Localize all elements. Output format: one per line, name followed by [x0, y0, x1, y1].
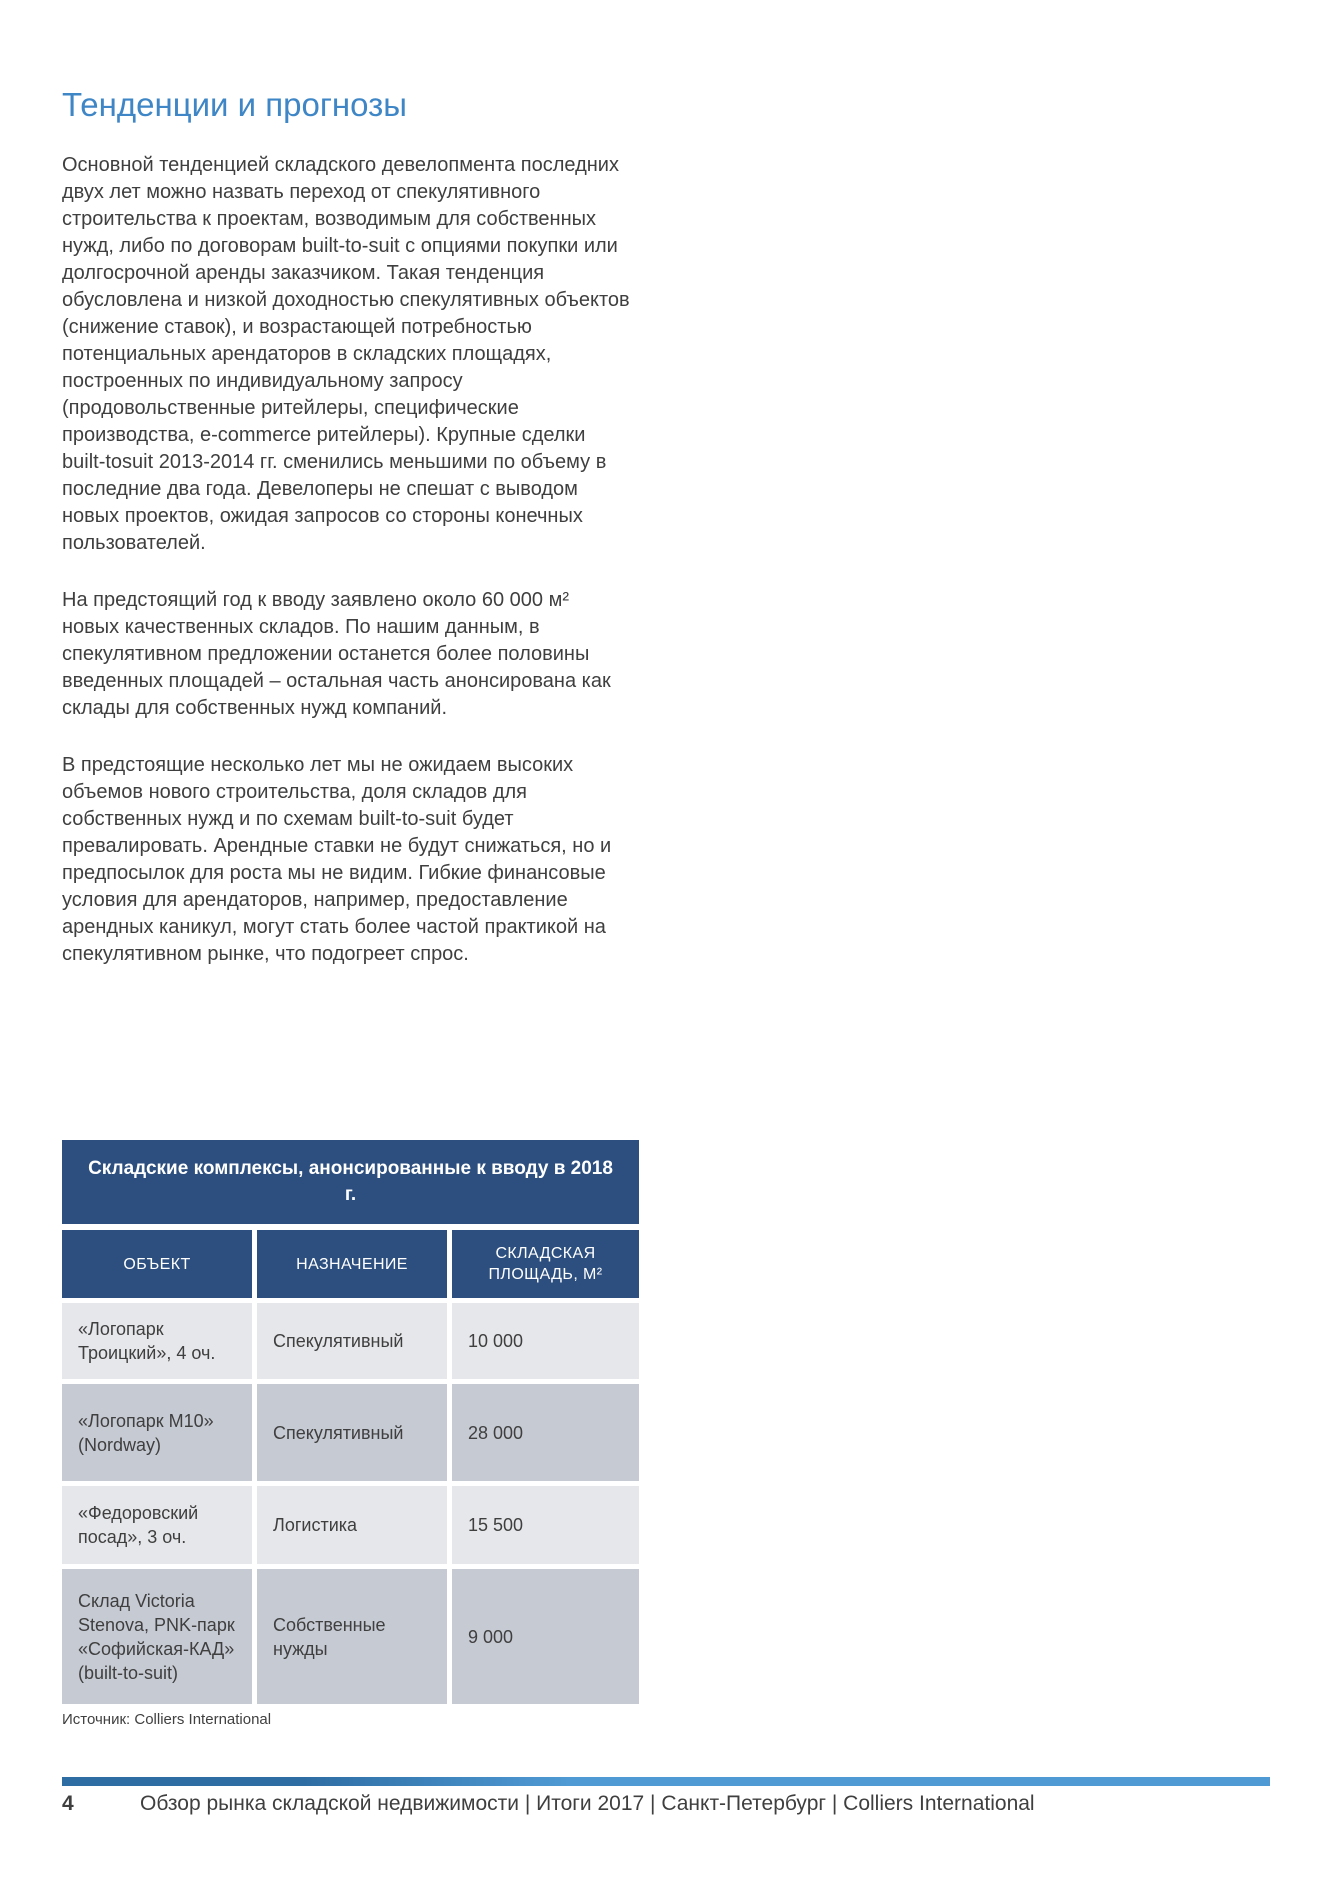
column-header-purpose: НАЗНАЧЕНИЕ	[257, 1230, 447, 1298]
announced-complexes-table	[62, 1140, 639, 1730]
cell-area: 9 000	[452, 1569, 639, 1704]
article-column	[62, 84, 630, 998]
table-row	[62, 1569, 639, 1704]
cell-purpose: Спекулятивный	[257, 1303, 447, 1379]
page-footer	[62, 1790, 1302, 1817]
source-note: Источник: Colliers International	[62, 1711, 272, 1728]
cell-object: «Федоровский посад», 3 оч.	[62, 1486, 252, 1564]
cell-area: 10 000	[452, 1303, 639, 1379]
footer-rule	[62, 1777, 1270, 1786]
page-title: Тенденции и прогнозы	[62, 86, 407, 123]
cell-purpose: Спекулятивный	[257, 1384, 447, 1481]
table-row	[62, 1303, 639, 1379]
column-header-object: ОБЪЕКТ	[62, 1230, 252, 1298]
article-paragraph: Основной тенденцией складского девелопмента последних двух лет можно назвать переход от спекулятивного строительства к проектам, возводимым для собственных нужд, либо по договорам built-to-suit с опциями покупки или долгосрочной аренды заказчиком. Такая тенденция обусловлена и низкой доходностью спекулятивных объектов (снижение ставок), и возрастающей потребностью потенциальных арендаторов в складских площадях, построенных по индивидуальному запросу (продовольственные ритейлеры, специфические производства, e-commerce ритейлеры). Крупные сделки built-tosuit 2013-2014 гг. сменились меньшими по объему в последние два года. Девелоперы не спешат с выводом новых проектов, ожидая запросов со стороны конечных пользователей.	[62, 154, 630, 554]
table-row	[62, 1384, 639, 1481]
table-header-row	[62, 1230, 639, 1298]
table-title: Складские комплексы, анонсированные к вводу в 2018 г.	[62, 1140, 639, 1224]
cell-area: 15 500	[452, 1486, 639, 1564]
column-header-area: СКЛАДСКАЯ ПЛОЩАДЬ, М²	[452, 1230, 639, 1298]
cell-purpose: Логистика	[257, 1486, 447, 1564]
cell-area: 28 000	[452, 1384, 639, 1481]
footer-text: Обзор рынка складской недвижимости | Итоги 2017 | Санкт-Петербург | Colliers International	[140, 1792, 1035, 1815]
cell-object: Склад Victoria Stenova, PNK-парк «Софийская-КАД» (built-to-suit)	[62, 1569, 252, 1704]
cell-object: «Логопарк Троицкий», 4 оч.	[62, 1303, 252, 1379]
cell-purpose: Собственные нужды	[257, 1569, 447, 1704]
cell-object: «Логопарк М10» (Nordway)	[62, 1384, 252, 1481]
article-paragraph: На предстоящий год к вводу заявлено около 60 000 м² новых качественных складов. По нашим данным, в спекулятивном предложении останется более половины введенных площадей – остальная часть анонсирована как склады для собственных нужд компаний.	[62, 589, 611, 719]
table-row	[62, 1486, 639, 1564]
article-paragraph: В предстоящие несколько лет мы не ожидаем высоких объемов нового строительства, доля складов для собственных нужд и по схемам built-to-suit будет превалировать. Арендные ставки не будут снижаться, но и предпосылок для роста мы не видим. Гибкие финансовые условия для арендаторов, например, предоставление арендных каникул, могут стать более частой практикой на спекулятивном рынке, что подогреет спрос.	[62, 754, 612, 965]
page-number: 4	[62, 1792, 74, 1815]
